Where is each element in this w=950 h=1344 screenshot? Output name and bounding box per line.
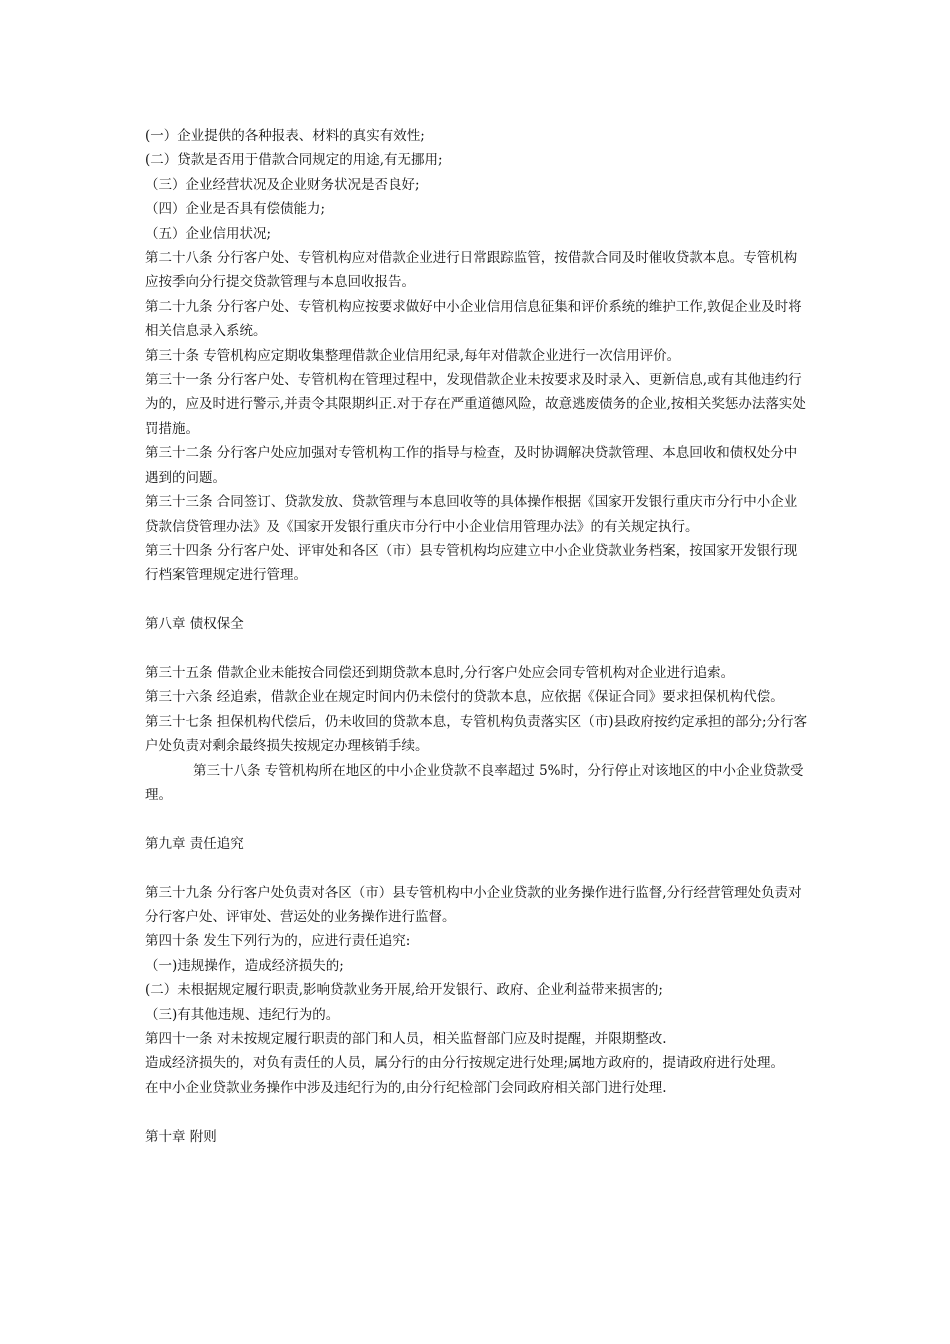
article-37: 第三十七条 担保机构代偿后，仍未收回的贷款本息，专管机构负责落实区（市)县政府按约定承担的部分;分行客户处负责对剩余最终损失按规定办理核销手续。 — [145, 713, 808, 755]
article-38: 第三十八条 专管机构所在地区的中小企业贷款不良率超过 5%时，分行停止对该地区的中小企业贷款受理。 — [145, 762, 804, 803]
article-40-item-1: （一)违规操作，造成经济损失的; — [145, 957, 344, 974]
article-41-discipline: 在中小企业贷款业务操作中涉及违纪行为的,由分行纪检部门会同政府相关部门进行处理. — [145, 1079, 667, 1096]
document-body — [145, 124, 810, 1149]
article-31: 第三十一条 分行客户处、专管机构在管理过程中，发现借款企业未按要求及时录入、更新信息,或有其他违约行为的，应及时进行警示,并责令其限期纠正.对于存在严重道德风险，故意逃废债务的企业,按相关奖惩办法落实处罚措施。 — [145, 372, 806, 437]
spacer — [145, 637, 810, 661]
article-41-loss: 造成经济损失的，对负有责任的人员，属分行的由分行按规定进行处理;属地方政府的，提请政府进行处理。 — [145, 1055, 785, 1072]
chapter-10-heading: 第十章 附则 — [145, 1128, 217, 1145]
article-34: 第三十四条 分行客户处、评审处和各区（市）县专管机构均应建立中小企业贷款业务档案，按国家开发银行现行档案管理规定进行管理。 — [145, 542, 798, 584]
chapter-8-heading: 第八章 债权保全 — [145, 616, 244, 633]
article-33: 第三十三条 合同签订、贷款发放、贷款管理与本息回收等的具体操作根据《国家开发银行重庆市分行中小企业贷款信贷管理办法》及《国家开发银行重庆市分行中小企业信用管理办法》的有关规定执行。 — [145, 494, 798, 535]
clause-item-5: （五）企业信用状况; — [145, 225, 272, 242]
clause-item-4: （四）企业是否具有偿债能力; — [145, 201, 326, 218]
chapter-9-heading: 第九章 责任追究 — [145, 835, 244, 852]
article-29: 第二十九条 分行客户处、专管机构应按要求做好中小企业信用信息征集和评价系统的维护工作,敦促企业及时将相关信息录入系统。 — [145, 298, 802, 340]
article-41: 第四十一条 对未按规定履行职责的部门和人员，相关监督部门应及时提醒，并限期整改. — [145, 1030, 667, 1047]
article-40: 第四十条 发生下列行为的，应进行责任追究: — [145, 933, 411, 950]
article-40-item-2: (二）未根据规定履行职责,影响贷款业务开展,给开发银行、政府、企业利益带来损害的; — [145, 982, 663, 999]
article-40-item-3: （三)有其他违规、违纪行为的。 — [145, 1006, 340, 1023]
spacer — [145, 588, 810, 612]
article-28: 第二十八条 分行客户处、专管机构应对借款企业进行日常跟踪监管，按借款合同及时催收贷款本息。专管机构应按季向分行提交贷款管理与本息回收报告。 — [145, 250, 798, 291]
clause-item-2: (二）贷款是否用于借款合同规定的用途,有无挪用; — [145, 152, 443, 169]
article-30: 第三十条 专管机构应定期收集整理借款企业信用纪录,每年对借款企业进行一次信用评价。 — [145, 347, 681, 364]
article-36: 第三十六条 经追索，借款企业在规定时间内仍未偿付的贷款本息，应依据《保证合同》要求担保机构代偿。 — [145, 689, 784, 706]
spacer — [145, 807, 810, 831]
clause-item-3: （三）企业经营状况及企业财务状况是否良好; — [145, 176, 420, 193]
spacer — [145, 856, 810, 880]
clause-item-1: (一）企业提供的各种报表、材料的真实有效性; — [145, 128, 425, 144]
article-39: 第三十九条 分行客户处负责对各区（市）县专管机构中小企业贷款的业务操作进行监督,分行经营管理处负责对分行客户处、评审处、营运处的业务操作进行监督。 — [145, 884, 802, 925]
spacer — [145, 1100, 810, 1124]
article-35: 第三十五条 借款企业未能按合同偿还到期贷款本息时,分行客户处应会同专管机构对企业进行追索。 — [145, 664, 735, 681]
article-32: 第三十二条 分行客户处应加强对专管机构工作的指导与检查，及时协调解决贷款管理、本息回收和债权处分中遇到的问题。 — [145, 445, 798, 486]
